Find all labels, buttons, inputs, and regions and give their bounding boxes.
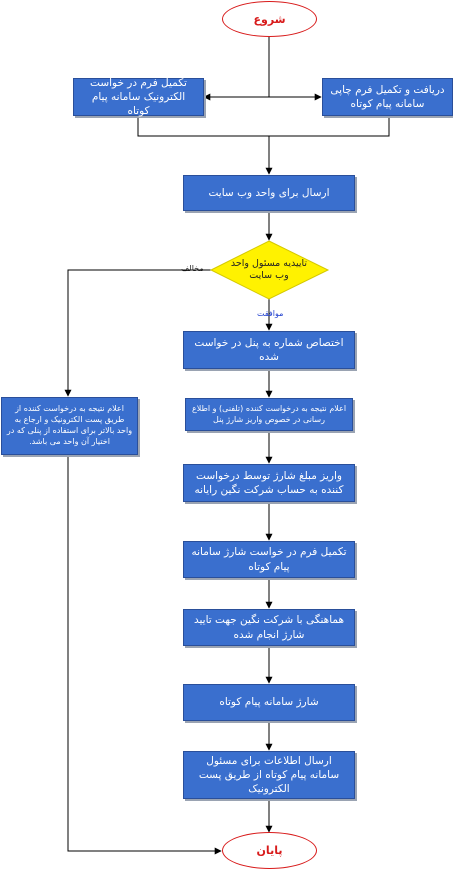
label-agree: موافقت — [257, 309, 284, 318]
step-notify-result: اعلام نتیجه به درخواست کننده (تلفنی) و اطلاع رسانی در خصوص واریز شارژ پنل — [185, 398, 353, 431]
step-charge-form: تکمیل فرم در خواست شارژ سامانه پیام کوتاه — [183, 541, 355, 578]
step-allocate-number: اختصاص شماره به پنل در خواست شده — [183, 331, 355, 369]
start-label: شروع — [253, 12, 286, 26]
connector-merge — [138, 116, 389, 136]
decision-text: تاییدیه مسئول واحد وب سایت — [230, 257, 308, 281]
step-paper-form: دریافت و تکمیل فرم چاپی سامانه پیام کوتاه — [322, 78, 453, 116]
step-send-to-web: ارسال برای واحد وب سایت — [183, 175, 355, 211]
step-reject-notice: اعلام نتیجه به درخواست کننده از طریق پست الکترونیک و ارجاع به واحد بالاتر برای استفاده از پنلی که در اختیار آن واحد می باشد. — [1, 397, 138, 455]
step-coordinate: هماهنگی با شرکت نگین جهت تایید شارژ انجام شده — [183, 609, 355, 646]
step-electronic-form: تکمیل فرم در خواست الکترونیک سامانه پیام کوتاه — [73, 78, 204, 116]
end-terminal — [222, 832, 317, 869]
start-terminal — [222, 1, 317, 37]
step-charge-system: شارژ سامانه پیام کوتاه — [183, 684, 355, 721]
label-disagree: مخالف — [181, 264, 204, 273]
end-label: پایان — [256, 844, 283, 857]
step-send-info: ارسال اطلاعات برای مسئول سامانه پیام کوتاه از طریق پست الکترونیک — [183, 751, 355, 799]
step-deposit-charge: واریز مبلغ شارژ توسط درخواست کننده به حساب شرکت نگین رایانه — [183, 464, 355, 502]
